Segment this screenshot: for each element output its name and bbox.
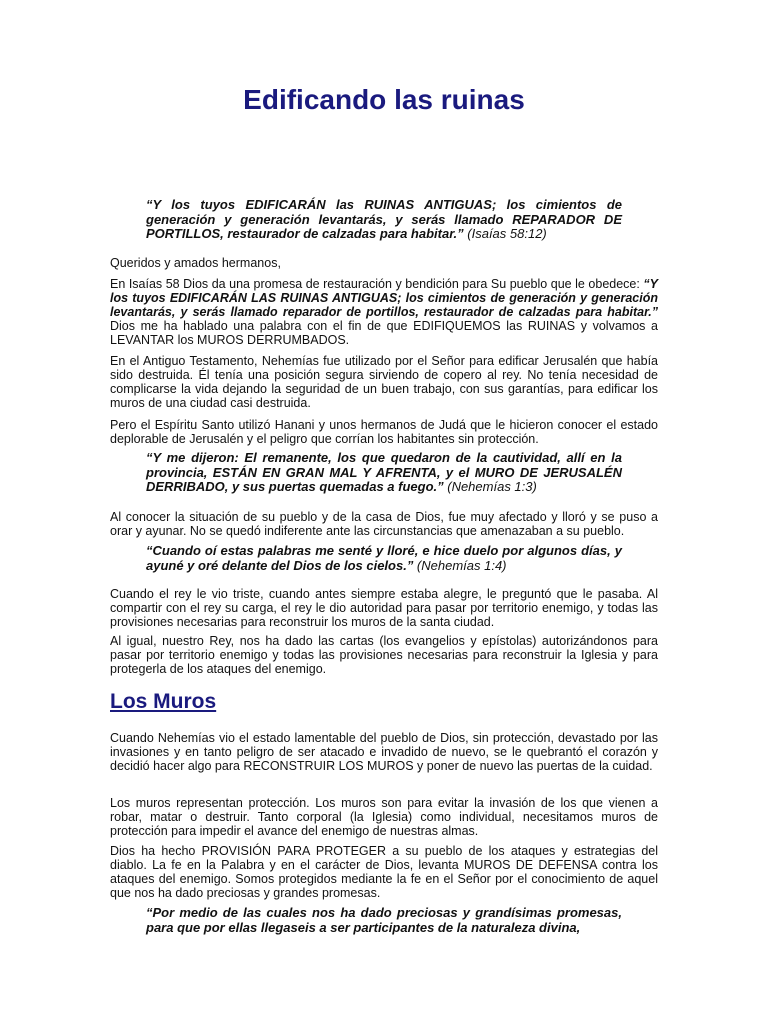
- quote-reference: (Isaías 58:12): [463, 226, 547, 241]
- paragraph-hanani: Pero el Espíritu Santo utilizó Hanani y unos hermanos de Judá que le hicieron conocer el estado deplorable de Jerusalén y el peligro que corrían los habitantes sin protección.: [110, 418, 658, 446]
- quote-text: “Y los tuyos EDIFICARÁN las RUINAS ANTIGUAS; los cimientos de generación y generación levantarás, y serás llamado REPARADOR DE PORTILLOS, restaurador de calzadas para habitar.”: [146, 197, 622, 241]
- paragraph-promesa: [110, 277, 658, 347]
- quote-nehemias-1-3: [146, 451, 622, 495]
- paragraph-rey: Cuando el rey le vio triste, cuando antes siempre estaba alegre, le preguntó que le pasaba. Al compartir con el rey su carga, el rey le dio autoridad para pasar por territorio enemigo, y todas las provisiones necesarias para reconstruir los muros de la santa ciudad.: [110, 587, 658, 629]
- paragraph-reconstruir: Cuando Nehemías vio el estado lamentable del pueblo de Dios, sin protección, devastado por las invasiones y en tanto peligro de ser atacado e invadido de nuevo, se le quebrantó el corazón y decidió hacer algo para RECONSTRUIR LOS MUROS y poner de nuevo las puertas de la cuidad.: [110, 731, 658, 773]
- paragraph-nehemias: En el Antiguo Testamento, Nehemías fue utilizado por el Señor para edificar Jerusalén que había sido destruida. Él tenía una posición segura sirviendo de copero al rey. No tenía necesidad de complicarse la vida dejando la seguridad de un buen trabajo, con sus garantías, para edificar los muros de una ciudad casi destruida.: [110, 354, 658, 410]
- page-title: Edificando las ruinas: [243, 84, 525, 115]
- paragraph-proteccion: Los muros representan protección. Los muros son para evitar la invasión de los que vienen a robar, matar o destruir. Tanto corporal (la Iglesia) como individual, necesitamos muros de protección para impedir el avance del enemigo de nuestras almas.: [110, 796, 658, 838]
- paragraph-nuestro-rey: Al igual, nuestro Rey, nos ha dado las cartas (los evangelios y epístolas) autorizándonos para pasar por territorio enemigo y todas las provisiones necesarias para reconstruir la Iglesia y para protegerla de los ataques del enemigo.: [110, 634, 658, 676]
- quote-reference: (Nehemías 1:3): [443, 479, 537, 494]
- paragraph-text: En Isaías 58 Dios da una promesa de restauración y bendición para Su pueblo que le obedece:: [110, 277, 644, 291]
- quote-text: “Por medio de las cuales nos ha dado preciosas y grandísimas promesas, para que por ellas llegaseis a ser participantes de la naturaleza divina,: [146, 905, 622, 935]
- quote-text: “Y me dijeron: El remanente, los que quedaron de la cautividad, allí en la provincia, ESTÁN EN GRAN MAL Y AFRENTA, y el MURO DE JERUSALÉN DERRIBADO, y sus puertas quemadas a fuego.”: [146, 450, 622, 494]
- paragraph-provision: Dios ha hecho PROVISIÓN PARA PROTEGER a su pueblo de los ataques y estrategias del diablo. La fe en la Palabra y en el carácter de Dios, levanta MUROS DE DEFENSA contra los ataques del enemigo. Somos protegidos mediante la fe en el Señor por el conocimiento de aquel que nos ha dado preciosas y grandes promesas.: [110, 844, 658, 900]
- inline-quote: “Y los tuyos EDIFICARÁN LAS RUINAS ANTIGUAS; los cimientos de generación y generación levantarás, y serás llamado reparador de portillos, restaurador de calzadas para habitar.”: [110, 277, 658, 319]
- paragraph-text: Dios me ha hablado una palabra con el fin de que EDIFIQUEMOS las RUINAS y volvamos a LEVANTAR los MUROS DERRUMBADOS.: [110, 319, 658, 347]
- quote-nehemias-1-4: [146, 544, 622, 573]
- quote-reference: (Nehemías 1:4): [413, 557, 507, 573]
- greeting: Queridos y amados hermanos,: [110, 256, 281, 270]
- section-title-los-muros: Los Muros: [110, 690, 217, 713]
- quote-text: “Cuando oí estas palabras me senté y lloré, e hice duelo por algunos días, y ayuné y oré delante del Dios de los cielos.”: [146, 543, 622, 573]
- quote-promesas: [146, 906, 622, 935]
- quote-isaias-58-12: [146, 198, 622, 242]
- paragraph-afectado: Al conocer la situación de su pueblo y de la casa de Dios, fue muy afectado y lloró y se puso a orar y ayunar. No se quedó indiferente ante las circunstancias que amenazaban a su pueblo.: [110, 510, 658, 538]
